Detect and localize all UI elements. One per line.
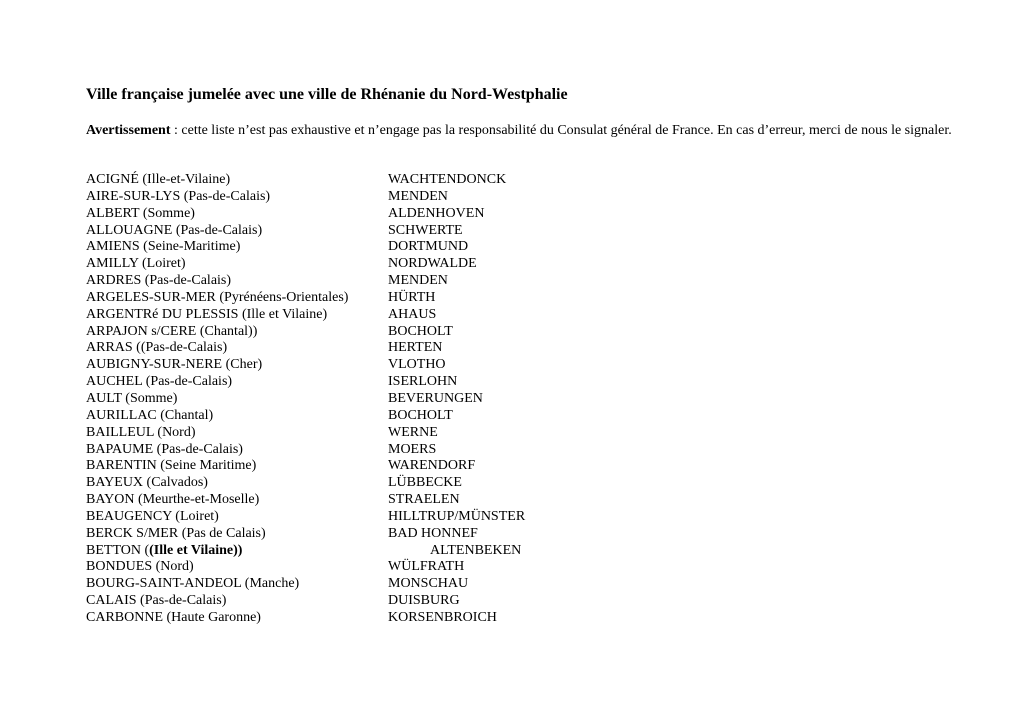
german-town: WÜLFRATH — [388, 559, 465, 575]
french-town-name: CARBONNE (Haute Garonne) — [86, 609, 261, 625]
french-town-name: AULT (Somme) — [86, 390, 178, 406]
french-town — [86, 374, 232, 391]
french-town — [86, 442, 243, 459]
german-town: DUISBURG — [388, 593, 460, 609]
list-item — [86, 273, 686, 290]
list-item — [86, 340, 686, 357]
german-town: STRAELEN — [388, 492, 460, 508]
french-town — [86, 223, 262, 240]
list-item — [86, 239, 686, 256]
french-town-name: BAPAUME (Pas-de-Calais) — [86, 441, 243, 457]
french-town-name: AURILLAC (Chantal) — [86, 407, 214, 423]
german-town: SCHWERTE — [388, 222, 463, 238]
list-item — [86, 307, 686, 324]
german-town: LÜBBECKE — [388, 475, 462, 491]
french-town-name: BEAUGENCY (Loiret) — [86, 508, 219, 524]
twin-town-list — [86, 172, 686, 627]
list-item — [86, 189, 686, 206]
list-item — [86, 425, 686, 442]
french-town — [86, 458, 256, 475]
german-town: HERTEN — [388, 340, 443, 356]
french-town — [86, 189, 270, 206]
french-town — [86, 559, 194, 576]
french-town-name: BAILLEUL (Nord) — [86, 424, 196, 440]
french-town — [86, 206, 195, 223]
french-town — [86, 543, 242, 560]
german-town: MOERS — [388, 441, 437, 457]
list-item — [86, 492, 686, 509]
german-town: HILLTRUP/MÜNSTER — [388, 508, 526, 524]
list-item — [86, 408, 686, 425]
list-item — [86, 576, 686, 593]
german-town: ALDENHOVEN — [388, 205, 485, 221]
german-town: VLOTHO — [388, 357, 446, 373]
french-town — [86, 526, 266, 543]
list-item — [86, 509, 686, 526]
french-town — [86, 340, 227, 357]
warning-text: : cette liste n’est pas exhaustive et n’engage pas la responsabilité du Consulat général de France. En cas d’erreur, merci de nous le signaler. — [170, 123, 952, 138]
list-item — [86, 475, 686, 492]
french-town — [86, 357, 262, 374]
french-town-name: AMILLY (Loiret) — [86, 256, 186, 272]
french-town-name: BONDUES (Nord) — [86, 559, 194, 575]
list-item — [86, 391, 686, 408]
french-town-name: BAYEUX (Calvados) — [86, 475, 208, 491]
french-town-name: AUBIGNY-SUR-NERE (Cher) — [86, 357, 263, 373]
list-item — [86, 543, 686, 560]
german-town: WACHTENDONCK — [388, 172, 507, 187]
list-item — [86, 172, 686, 189]
german-town: DORTMUND — [388, 239, 469, 255]
list-item — [86, 442, 686, 459]
french-town — [86, 593, 226, 610]
french-town-name: BARENTIN (Seine Maritime) — [86, 458, 257, 474]
list-item — [86, 290, 686, 307]
list-item — [86, 610, 686, 627]
page-title: Ville française jumelée avec une ville de Rhénanie du Nord-Westphalie — [86, 86, 568, 103]
french-town-name: AIRE-SUR-LYS (Pas-de-Calais) — [86, 188, 271, 204]
french-town — [86, 610, 261, 627]
french-town — [86, 408, 213, 425]
german-town: BEVERUNGEN — [388, 390, 483, 406]
list-item — [86, 374, 686, 391]
german-town: MONSCHAU — [388, 576, 469, 592]
french-town — [86, 256, 186, 273]
french-town-name: ARDRES (Pas-de-Calais) — [86, 273, 232, 289]
german-town: ALTENBEKEN — [430, 542, 522, 558]
french-town-name: ACIGNÉ (Ille-et-Vilaine) — [86, 172, 231, 187]
french-town — [86, 492, 259, 509]
german-town: NORDWALDE — [388, 256, 477, 272]
french-town — [86, 307, 327, 324]
german-town: MENDEN — [388, 273, 448, 289]
french-town-name: ARRAS ((Pas-de-Calais) — [86, 340, 228, 356]
french-town-name: BOURG-SAINT-ANDEOL (Manche) — [86, 576, 300, 592]
french-town-name: ALLOUAGNE (Pas-de-Calais) — [86, 222, 263, 238]
french-town-name: BETTON ( — [86, 542, 150, 558]
list-item — [86, 593, 686, 610]
french-town-name: BERCK S/MER (Pas de Calais) — [86, 525, 266, 541]
warning-paragraph — [86, 122, 956, 140]
german-town: BAD HONNEF — [388, 525, 478, 541]
french-town-name: ARPAJON s/CERE (Chantal)) — [86, 323, 258, 339]
french-town — [86, 172, 230, 189]
list-item — [86, 256, 686, 273]
french-town-name: ARGENTRé DU PLESSIS (Ille et Vilaine) — [86, 306, 328, 322]
list-item — [86, 458, 686, 475]
german-town: KORSENBROICH — [388, 609, 497, 625]
french-town-name: BAYON (Meurthe-et-Moselle) — [86, 492, 260, 508]
french-town — [86, 324, 257, 341]
french-town-name: ARGELES-SUR-MER (Pyrénéens-Orientales) — [86, 289, 349, 305]
german-town: WARENDORF — [388, 458, 476, 474]
german-town: HÜRTH — [388, 289, 436, 305]
german-town: MENDEN — [388, 188, 448, 204]
german-town: ISERLOHN — [388, 374, 458, 390]
german-town: WERNE — [388, 424, 438, 440]
list-item — [86, 206, 686, 223]
french-town — [86, 425, 196, 442]
french-town — [86, 475, 208, 492]
warning-label: Avertissement — [86, 123, 171, 138]
french-town-region-bold: (Ille et Vilaine)) — [149, 542, 243, 558]
french-town-name: AMIENS (Seine-Maritime) — [86, 239, 241, 255]
german-town: BOCHOLT — [388, 407, 453, 423]
german-town: AHAUS — [388, 306, 437, 322]
french-town-name: CALAIS (Pas-de-Calais) — [86, 593, 227, 609]
german-town: BOCHOLT — [388, 323, 453, 339]
french-town-name: AUCHEL (Pas-de-Calais) — [86, 374, 233, 390]
french-town — [86, 273, 231, 290]
list-item — [86, 559, 686, 576]
list-item — [86, 357, 686, 374]
french-town — [86, 509, 219, 526]
french-town — [86, 290, 348, 307]
french-town-name: ALBERT (Somme) — [86, 205, 195, 221]
list-item — [86, 526, 686, 543]
french-town — [86, 391, 177, 408]
french-town — [86, 239, 240, 256]
list-item — [86, 223, 686, 240]
list-item — [86, 324, 686, 341]
french-town — [86, 576, 299, 593]
